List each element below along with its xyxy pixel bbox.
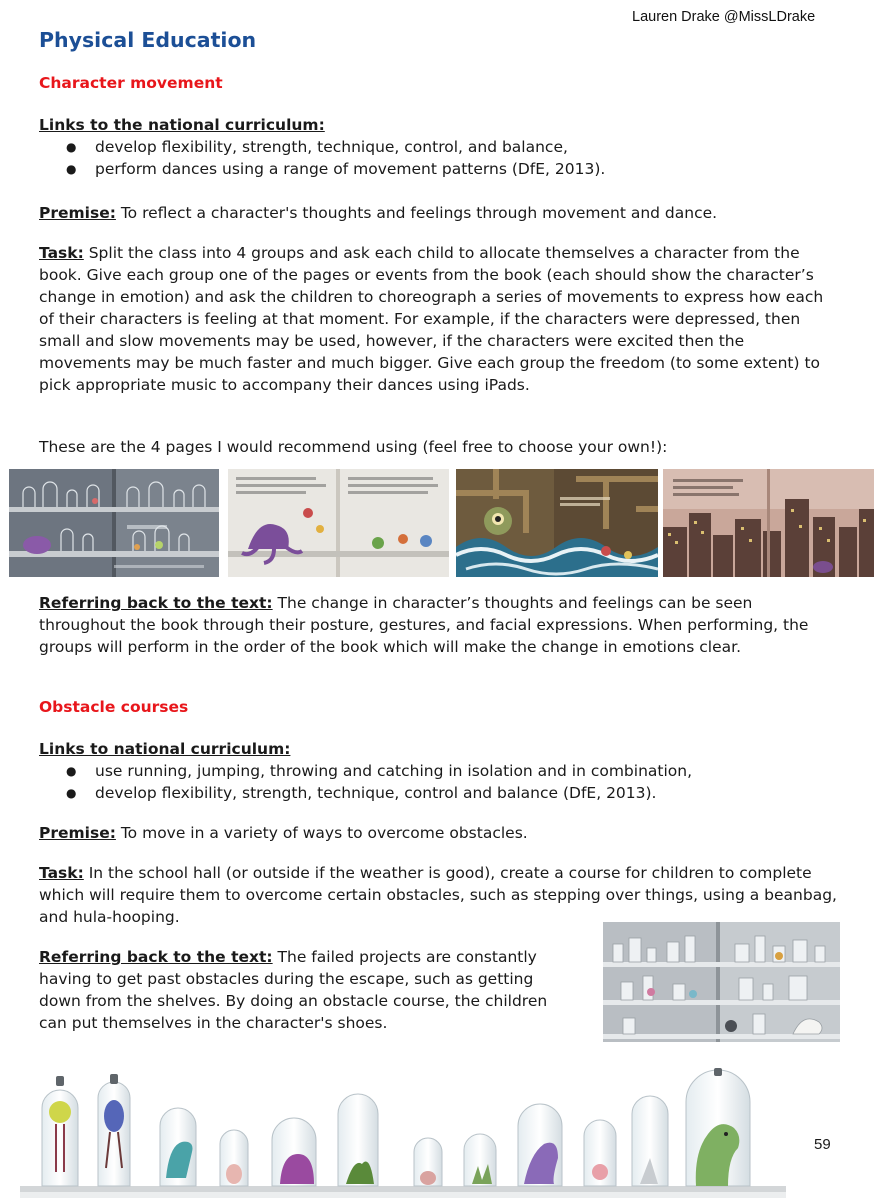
book-page-photo-2 [228,469,449,577]
referring-text: The failed projects are constantly having to get past obstacles during the escape, such as getting down from the shelves. By doing an obstacle course, the children can put themselves in the character's shoes. [39,948,548,1032]
curriculum-list-1 [39,136,605,180]
book-page-photo-1 [9,469,219,577]
page-number: 59 [814,1136,831,1153]
list-item: ● develop flexibility, strength, technique, control and balance (DfE, 2013). [39,782,692,804]
links-label-text: Links to the national curriculum: [39,116,325,134]
referring-paragraph-2 [39,946,564,1034]
curriculum-list-2 [39,760,692,804]
premise-label: Premise: [39,204,116,222]
book-page-photo-4 [663,469,874,577]
referring-text: The change in character’s thoughts and feelings can be seen throughout the book through their posture, gestures, and facial expressions. When performing, the groups will perform in the order of the book which will make the change in emotions clear. [39,594,809,656]
task-paragraph-1 [39,242,839,396]
task-text: In the school hall (or outside if the weather is good), create a course for children to complete which will require them to overcome certain obstacles, such as stepping over things, using a beanbag, and hula-hooping. [39,864,837,926]
book-page-photo-3 [456,469,658,577]
task-label: Task: [39,244,84,262]
author-credit: Lauren Drake @MissLDrake [632,9,816,25]
pages-intro: These are the 4 pages I would recommend using (feel free to choose your own!): [39,438,668,456]
referring-label: Referring back to the text: [39,594,273,612]
premise-text: To reflect a character's thoughts and feelings through movement and dance. [115,204,718,222]
referring-paragraph-1 [39,592,839,658]
links-label-1 [39,114,839,136]
task-text: Split the class into 4 groups and ask each child to allocate themselves a character from the book. Give each group one of the pages or events from the book (each should show the character’s change in emotion) and ask the children to choreograph a series of movements to express how each of their characters is feeling at that moment. For example, if the characters were depressed, then small and slow movements may be used, however, if the characters were excited then the movements may be much faster and much bigger. Give each group the freedom (to some extent) to pick appropriate music to accompany their dances using iPads. [39,244,824,394]
premise-text: To move in a variety of ways to overcome obstacles. [115,824,528,842]
list-item: ● perform dances using a range of movement patterns (DfE, 2013). [39,158,605,180]
referring-label: Referring back to the text: [39,948,273,966]
section-heading-character-movement: Character movement [39,74,223,92]
links-label-2 [39,738,839,760]
section-heading-obstacle-courses: Obstacle courses [39,698,189,716]
task-paragraph-2 [39,862,839,928]
shelves-photo [603,922,840,1042]
list-item: ● use running, jumping, throwing and catching in isolation and in combination, [39,760,692,782]
page-title: Physical Education [39,28,257,52]
bell-jars-illustration [20,1068,786,1198]
premise-paragraph-2 [39,822,839,844]
premise-paragraph-1 [39,202,839,224]
task-label: Task: [39,864,84,882]
list-item: ● develop flexibility, strength, technique, control, and balance, [39,136,605,158]
links-label-text: Links to national curriculum: [39,740,291,758]
premise-label: Premise: [39,824,116,842]
